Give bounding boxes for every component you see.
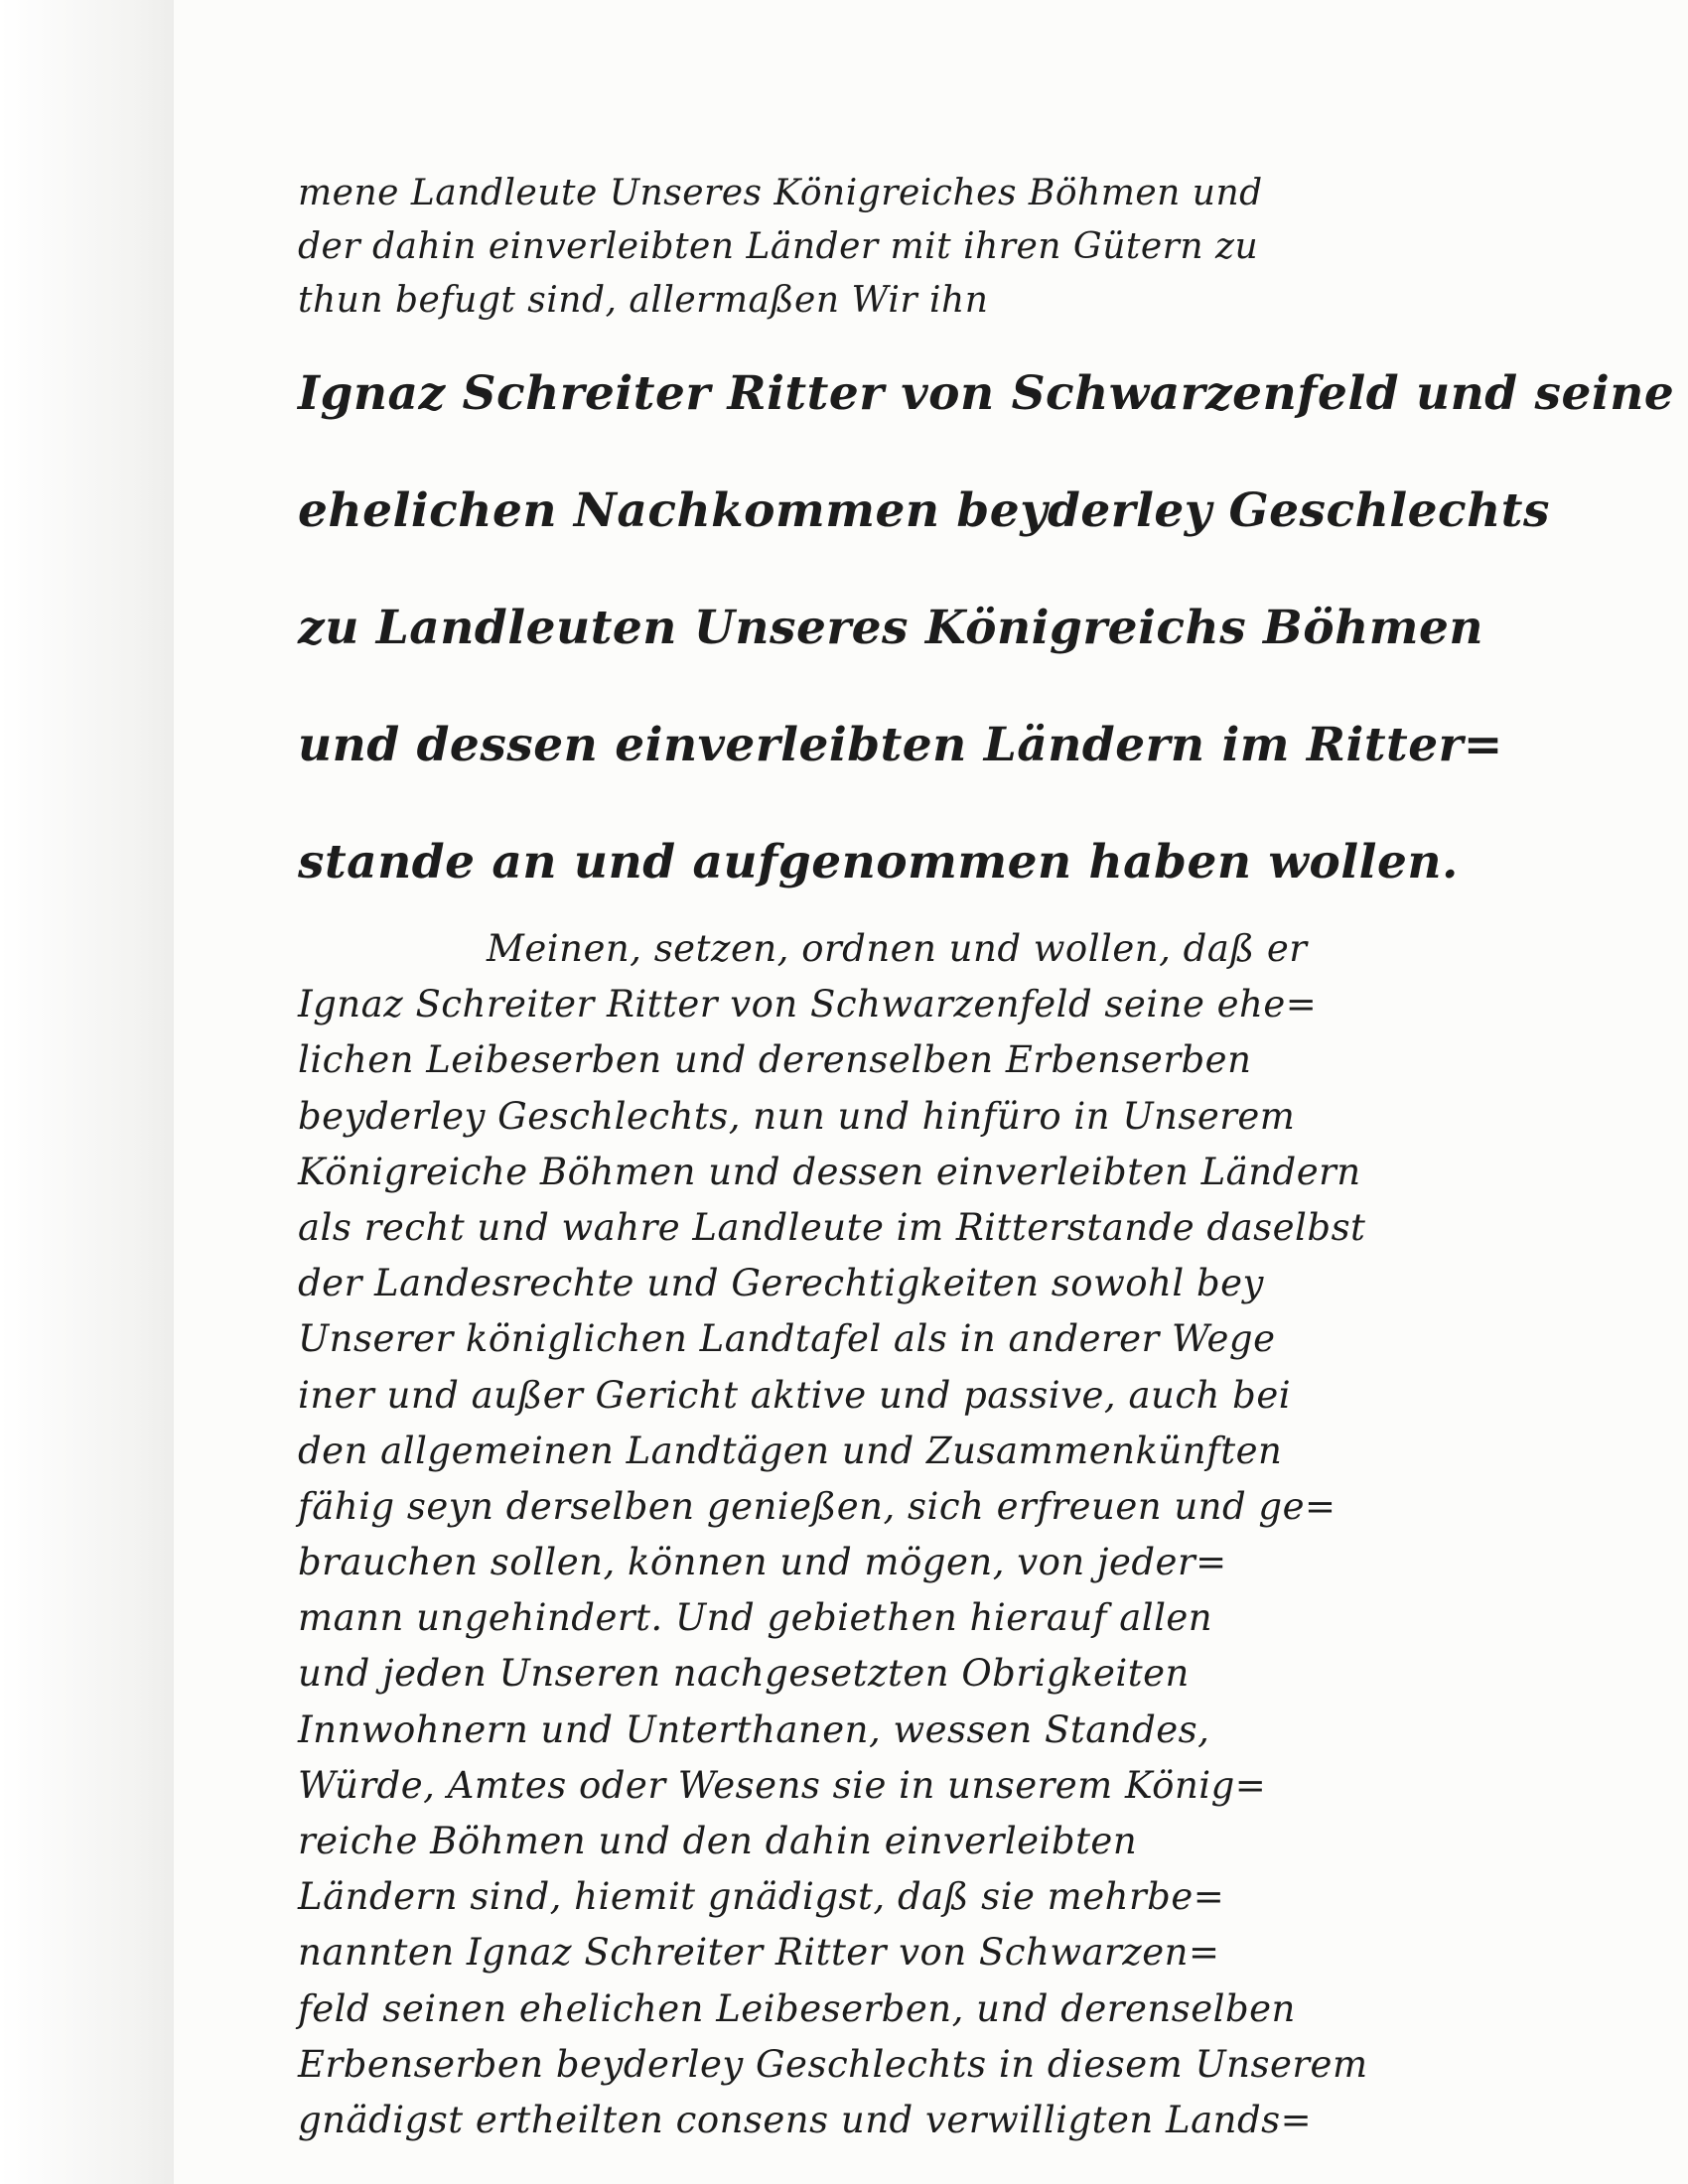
text-line: brauchen sollen, können und mögen, von jeder= — [298, 1541, 1227, 1584]
text-line: thun befugt sind, allermaßen Wir ihn — [298, 280, 989, 321]
paragraph-decree — [298, 921, 1529, 2148]
text-line: Meinen, setzen, ordnen und wollen, daß er — [487, 927, 1308, 970]
text-line: Innwohnern und Unterthanen, wessen Standes, — [298, 1707, 1210, 1751]
text-line: Ländern sind, hiemit gnädigst, daß sie mehrbe= — [298, 1875, 1225, 1919]
text-line: Erbenserben beyderley Geschlechts in diesem Unserem — [298, 2042, 1368, 2086]
text-line: Würde, Amtes oder Wesens sie in unserem König= — [298, 1763, 1267, 1807]
emphasis-line: stande an und aufgenommen haben wollen. — [298, 835, 1459, 889]
emphasis-line: und dessen einverleibten Ländern im Ritter= — [298, 718, 1503, 772]
scan-margin — [0, 0, 174, 2184]
emphasis-line: Ignaz Schreiter Ritter von Schwarzenfeld und seine — [298, 366, 1675, 421]
manuscript-text — [298, 167, 1675, 2148]
text-line: Ignaz Schreiter Ritter von Schwarzenfeld seine ehe= — [298, 983, 1318, 1026]
text-line: feld seinen ehelichen Leibeserben, und derenselben — [298, 1986, 1296, 2030]
emphasis-line: zu Landleuten Unseres Königreichs Böhmen — [298, 601, 1484, 655]
text-line: als recht und wahre Landleute im Ritterstande daselbst — [298, 1205, 1366, 1249]
text-line: nannten Ignaz Schreiter Ritter von Schwarzen= — [298, 1931, 1220, 1975]
text-line: mann ungehindert. Und gebiethen hierauf allen — [298, 1596, 1213, 1640]
text-line: Königreiche Böhmen und dessen einverleibten Ländern — [298, 1150, 1361, 1193]
text-line: beyderley Geschlechts, nun und hinfüro in Unserem — [298, 1094, 1296, 1138]
text-line: den allgemeinen Landtägen und Zusammenkünften — [298, 1429, 1283, 1472]
text-line: der dahin einverleibten Länder mit ihren Gütern zu — [298, 226, 1259, 267]
text-line: iner und außer Gericht aktive und passive, auch bei — [298, 1373, 1292, 1417]
text-line: mene Landleute Unseres Königreiches Böhmen und — [298, 173, 1263, 213]
emphasis-line: ehelichen Nachkommen beyderley Geschlechts — [298, 483, 1550, 538]
text-line: fähig seyn derselben genießen, sich erfreuen und ge= — [298, 1484, 1336, 1528]
paragraph-emphasis — [298, 336, 1675, 921]
text-line: der Landesrechte und Gerechtigkeiten sowohl bey — [298, 1262, 1264, 1305]
paragraph-opening — [298, 167, 1529, 328]
text-line: gnädigst ertheilten consens und verwilligten Lands= — [298, 2098, 1313, 2141]
text-line: reiche Böhmen und den dahin einverleibten — [298, 1820, 1138, 1862]
text-line: und jeden Unseren nachgesetzten Obrigkeiten — [298, 1652, 1190, 1696]
text-line: Unserer königlichen Landtafel als in anderer Wege — [298, 1317, 1276, 1361]
text-line: lichen Leibeserben und derenselben Erbenserben — [298, 1038, 1252, 1082]
